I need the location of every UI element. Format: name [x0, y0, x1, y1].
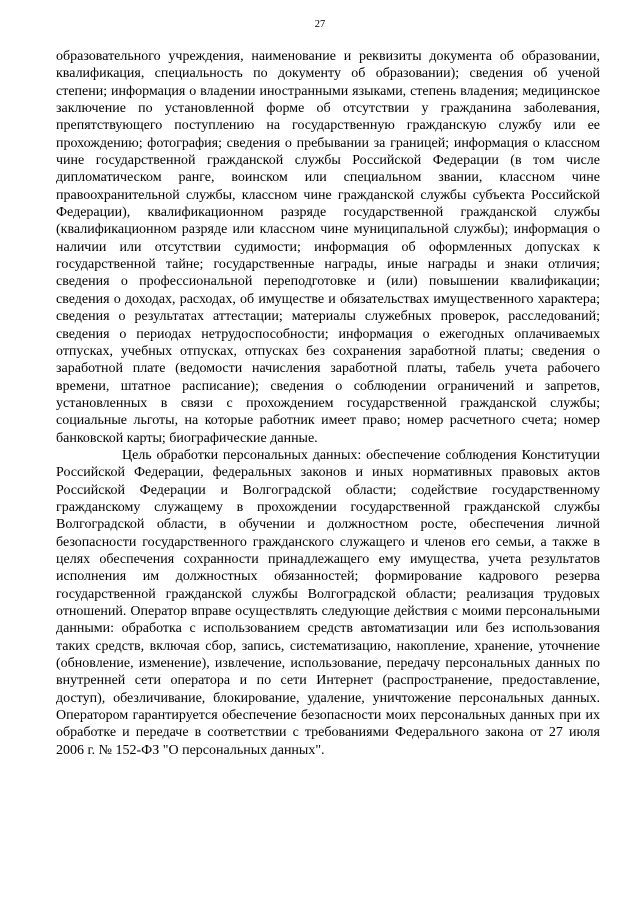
- page-number: 27: [314, 19, 326, 30]
- document-body: [56, 48, 600, 759]
- paragraph-personal-data-list: образовательного учреждения, наименование и реквизиты документа об образовании, квалификация, специальность по документу об образовании); сведения об ученой степени; информация о владении иностранными языками, степень владения; медицинское заключение по установленной форме об отсутствии у гражданина заболевания, препятствующего поступлению на государственную гражданскую службу или ее прохождению; фотография; сведения о пребывании за границей; информация о классном чине государственной гражданской службы Российской Федерации (в том числе дипломатическом ранге, воинском или специальном звании, классном чине правоохранительной службы, классном чине гражданской службы субъекта Российской Федерации), квалификационном разряде государственной гражданской службы (квалификационном разряде или классном чине муниципальной службы); информация о наличии или отсутствии судимости; информация об оформленных допусках к государственной тайне; государственные награды, иные награды и знаки отличия; сведения о профессиональной переподготовке и (или) повышении квалификации; сведения о доходах, расходах, об имуществе и обязательствах имущественного характера; сведения о результатах аттестации; материалы служебных проверок, расследований; сведения о периодах нетрудоспособности; информация о ежегодных оплачиваемых отпусках, учебных отпусках, отпусках без сохранения заработной платы; сведения о заработной плате (ведомости начисления заработной платы, табель учета рабочего времени, штатное расписание); сведения о соблюдении ограничений и запретов, установленных в связи с прохождением государственной гражданской службы; социальные льготы, на которые работник имеет право; номер расчетного счета; номер банковской карты; биографические данные.: [56, 49, 600, 446]
- paragraph-processing-purpose: Цель обработки персональных данных: обеспечение соблюдения Конституции Российской Федерации, федеральных законов и иных нормативных правовых актов Российской Федерации и Волгоградской области; содействие государственному гражданскому служащему в прохождении государственной гражданской службы Волгоградской области, в обучении и должностном росте, обеспечения личной безопасности государственного гражданского служащего и членов его семьи, а также в целях обеспечения сохранности принадлежащего ему имущества, учета результатов исполнения им должностных обязанностей; формирование кадрового резерва государственной гражданской службы Волгоградской области; реализация трудовых отношений. Оператор вправе осуществлять следующие действия с моими персональными данными: обработка с использованием средств автоматизации или без использования таких средств, включая сбор, запись, систематизацию, накопление, хранение, уточнение (обновление, изменение), извлечение, использование, передачу персональных данных по внутренней сети оператора и по сети Интернет (распространение, предоставление, доступ), обезличивание, блокирование, удаление, уничтожение персональных данных. Оператором гарантируется обеспечение безопасности моих персональных данных при их обработке и передаче в соответствии с требованиями Федерального закона от 27 июля 2006 г. № 152-ФЗ "О персональных данных".: [56, 447, 600, 758]
